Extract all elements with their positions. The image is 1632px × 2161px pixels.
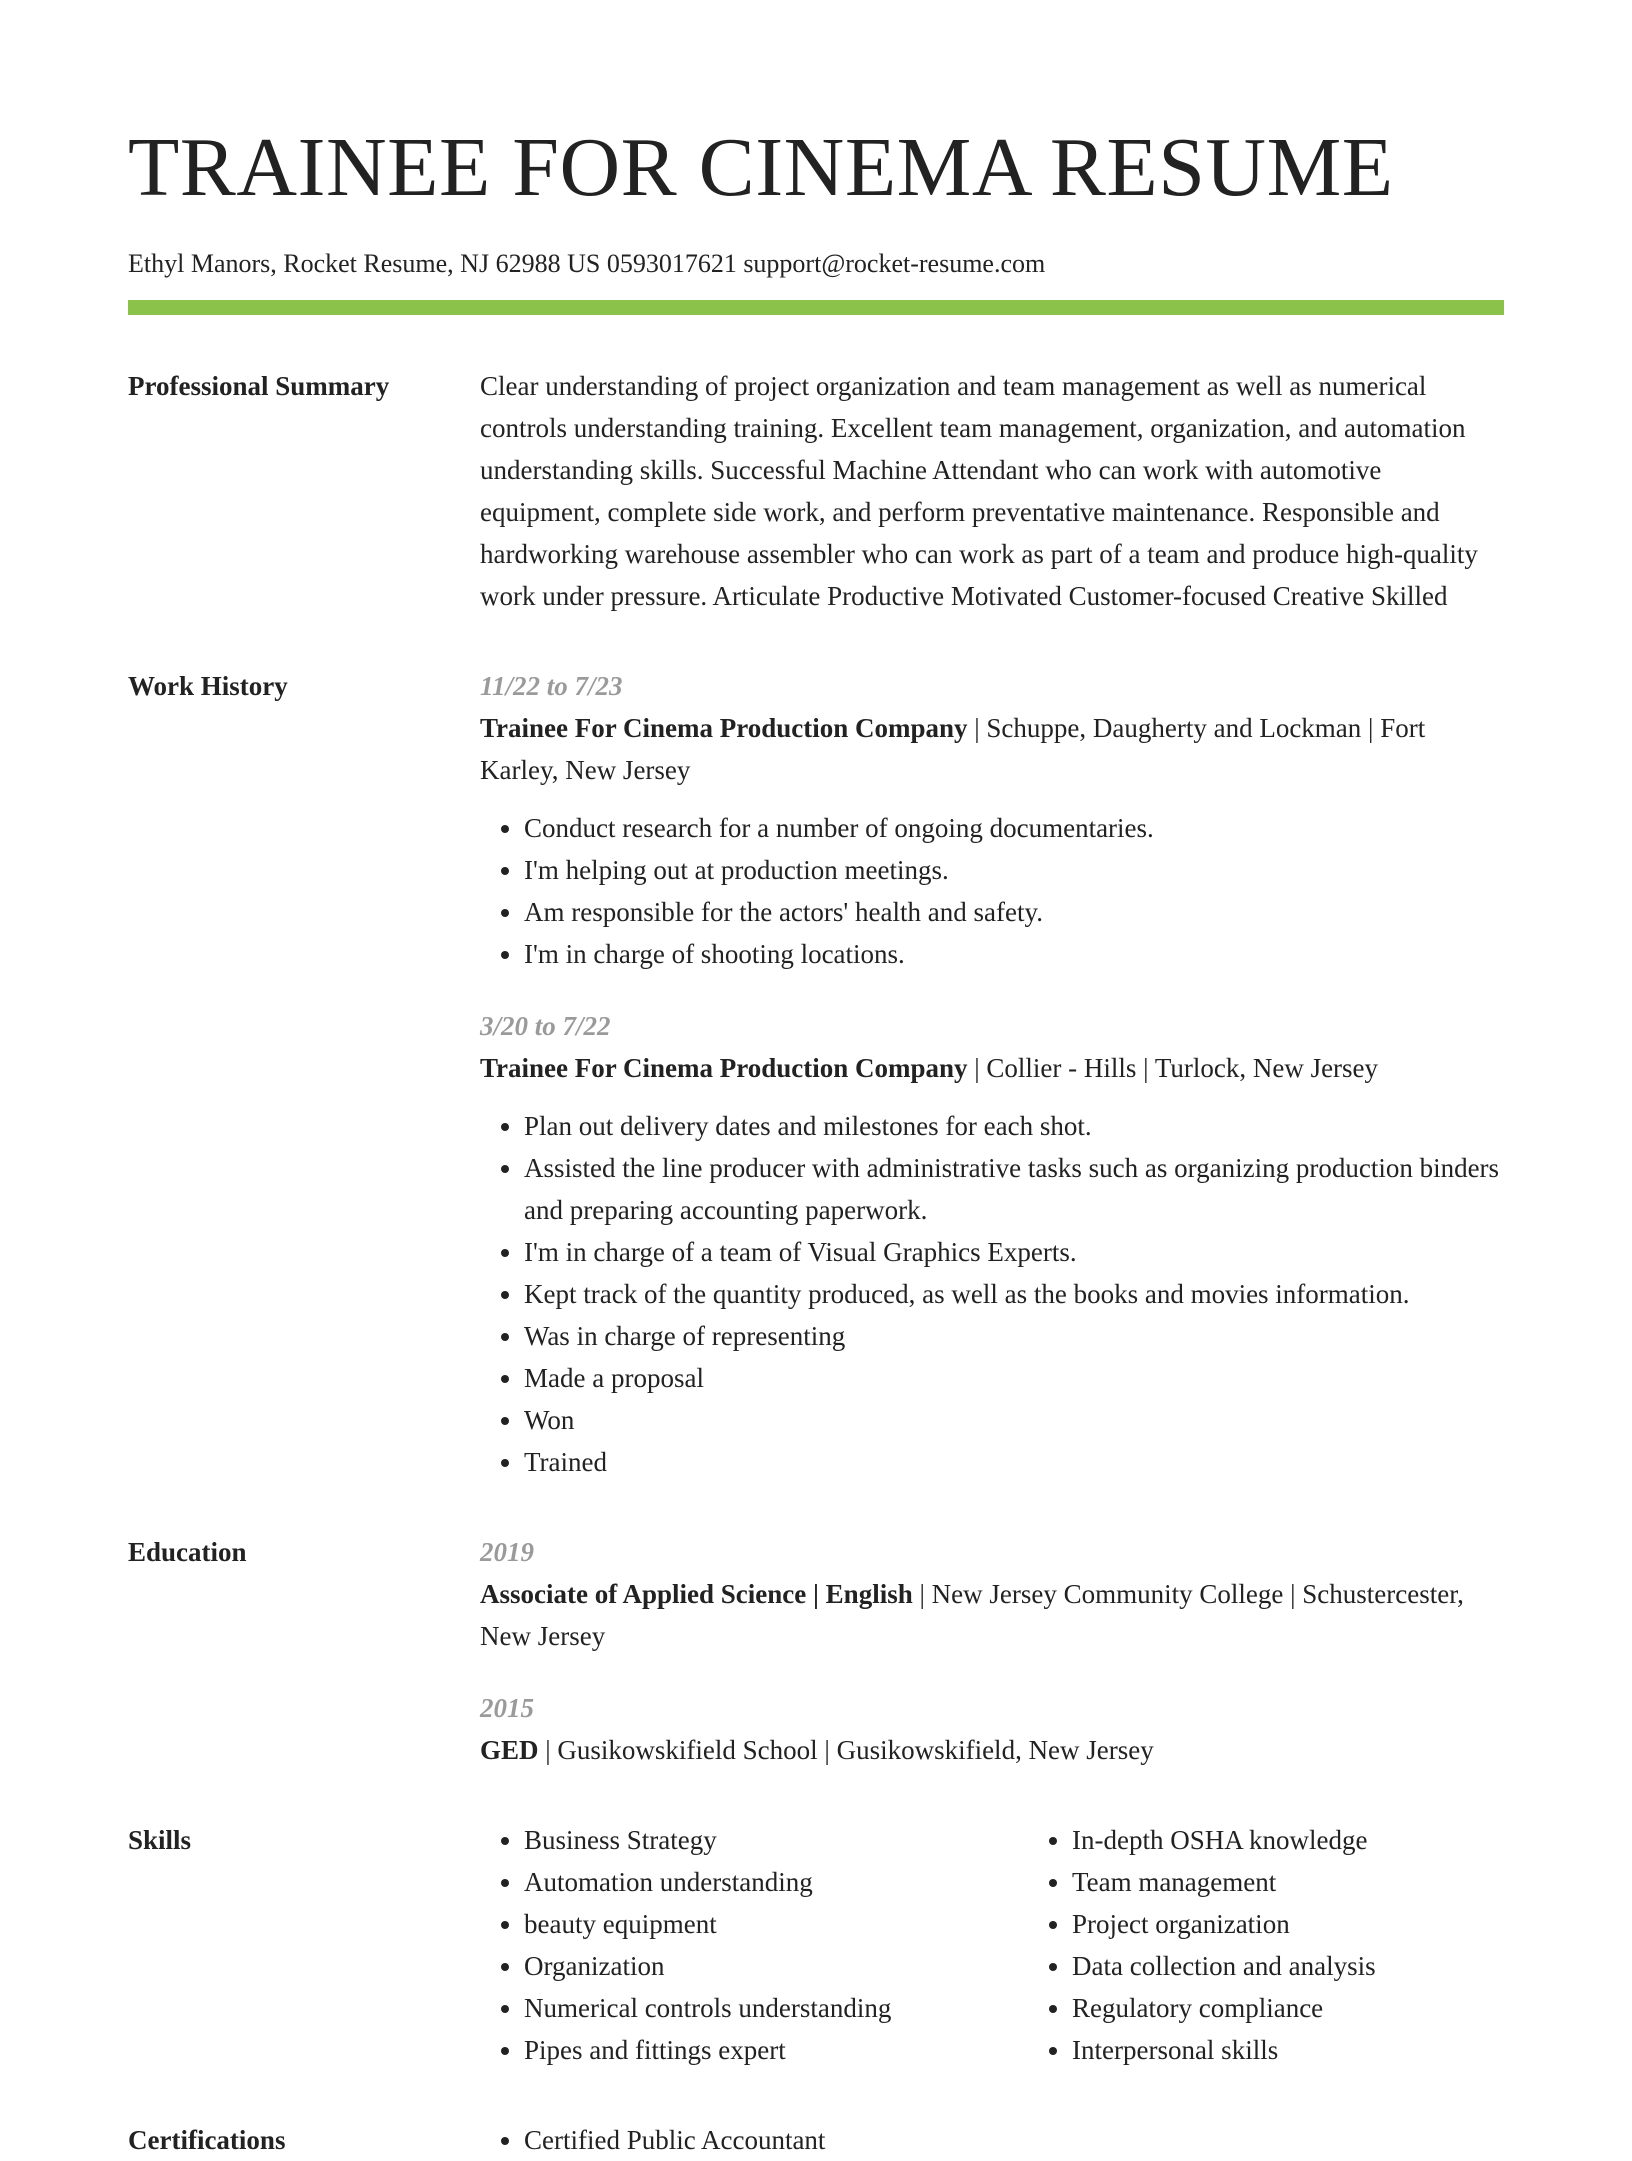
job-bullet: • Am responsible for the actors' health and safety. bbox=[524, 891, 1504, 933]
skill-item: • Automation understanding bbox=[524, 1861, 1028, 1903]
job-title: Trainee For Cinema Production Company bbox=[480, 713, 968, 743]
job-dates: 11/22 to 7/23 bbox=[480, 671, 623, 701]
job-bullet: • I'm in charge of a team of Visual Graphics Experts. bbox=[524, 1231, 1504, 1273]
summary-section bbox=[128, 365, 1504, 617]
education-entry bbox=[480, 1687, 1504, 1771]
job-bullet: • Was in charge of representing bbox=[524, 1315, 1504, 1357]
contact-address: Ethyl Manors, Rocket Resume, NJ 62988 US bbox=[128, 249, 601, 278]
skill-item: • Numerical controls understanding bbox=[524, 1987, 1028, 2029]
contact-email: support@rocket-resume.com bbox=[743, 249, 1046, 278]
education-year: 2019 bbox=[480, 1537, 534, 1567]
skill-item: • beauty equipment bbox=[524, 1903, 1028, 1945]
summary-text: Clear understanding of project organization and team management as well as numerical controls understanding training. Excellent team management, organization, and automation understanding skills. Successful Machine Attendant who can work with automotive equipment, complete side work, and perform preventative maintenance. Responsible and hardworking warehouse assembler who can work as part of a team and produce high-quality work under pressure. Articulate Productive Motivated Customer-focused Creative Skilled bbox=[480, 371, 1478, 611]
job-title: Trainee For Cinema Production Company bbox=[480, 1053, 968, 1083]
certifications-list bbox=[480, 2119, 1504, 2161]
job-bullets bbox=[480, 807, 1504, 975]
section-label-work-history: Work History bbox=[128, 671, 288, 701]
job-bullet: • I'm in charge of shooting locations. bbox=[524, 933, 1504, 975]
education-headline bbox=[480, 1573, 1504, 1657]
skill-item: • Interpersonal skills bbox=[1072, 2029, 1504, 2071]
job-bullet: • Kept track of the quantity produced, as well as the books and movies information. bbox=[524, 1273, 1504, 1315]
resume-page bbox=[128, 0, 1504, 2161]
education-degree: GED bbox=[480, 1735, 539, 1765]
certifications-section bbox=[128, 2119, 1504, 2161]
job-bullet: • I'm helping out at production meetings. bbox=[524, 849, 1504, 891]
job-bullet: • Won bbox=[524, 1399, 1504, 1441]
section-label-skills: Skills bbox=[128, 1825, 192, 1855]
education-headline bbox=[480, 1729, 1504, 1771]
job-bullet: • Trained bbox=[524, 1441, 1504, 1483]
skill-item: • Project organization bbox=[1072, 1903, 1504, 1945]
section-label-certifications: Certifications bbox=[128, 2125, 286, 2155]
education-degree: Associate of Applied Science | English bbox=[480, 1579, 913, 1609]
job-entry bbox=[480, 1005, 1504, 1483]
certification-item: • Certified Public Accountant bbox=[524, 2119, 1504, 2161]
job-bullet: • Plan out delivery dates and milestones for each shot. bbox=[524, 1105, 1504, 1147]
education-details: | Gusikowskifield School | Gusikowskifield, New Jersey bbox=[538, 1735, 1154, 1765]
job-details: | Schuppe, Daugherty and Lockman | Fort Karley, New Jersey bbox=[480, 713, 1426, 785]
resume-title: TRAINEE FOR CINEMA RESUME bbox=[128, 121, 1394, 214]
job-dates: 3/20 to 7/22 bbox=[480, 1011, 611, 1041]
skills-section bbox=[128, 1819, 1504, 2071]
education-entry bbox=[480, 1531, 1504, 1657]
skill-item: • Data collection and analysis bbox=[1072, 1945, 1504, 1987]
work-history-section bbox=[128, 665, 1504, 1483]
job-headline bbox=[480, 707, 1504, 791]
skill-item: • In-depth OSHA knowledge bbox=[1072, 1819, 1504, 1861]
job-entry bbox=[480, 665, 1504, 975]
section-label-summary: Professional Summary bbox=[128, 371, 390, 401]
skill-item: • Organization bbox=[524, 1945, 1028, 1987]
job-bullets bbox=[480, 1105, 1504, 1483]
job-headline bbox=[480, 1047, 1504, 1089]
skill-item: • Pipes and fittings expert bbox=[524, 2029, 1028, 2071]
job-bullet: • Made a proposal bbox=[524, 1357, 1504, 1399]
skills-column-left bbox=[480, 1819, 1028, 2071]
contact-phone: 0593017621 bbox=[606, 249, 737, 278]
job-bullet: • Assisted the line producer with administrative tasks such as organizing production binders and preparing accounting paperwork. bbox=[524, 1147, 1504, 1231]
accent-divider bbox=[128, 300, 1504, 315]
education-year: 2015 bbox=[480, 1693, 534, 1723]
skill-item: • Team management bbox=[1072, 1861, 1504, 1903]
education-details: | New Jersey Community College | Schustercester, New Jersey bbox=[480, 1579, 1464, 1651]
skill-item: • Business Strategy bbox=[524, 1819, 1028, 1861]
skills-grid bbox=[480, 1819, 1504, 2071]
job-bullet: • Conduct research for a number of ongoing documentaries. bbox=[524, 807, 1504, 849]
section-label-education: Education bbox=[128, 1537, 247, 1567]
education-section bbox=[128, 1531, 1504, 1771]
contact-line bbox=[128, 246, 1504, 282]
job-details: | Collier - Hills | Turlock, New Jersey bbox=[967, 1053, 1379, 1083]
skills-column-right bbox=[1028, 1819, 1504, 2071]
skill-item: • Regulatory compliance bbox=[1072, 1987, 1504, 2029]
